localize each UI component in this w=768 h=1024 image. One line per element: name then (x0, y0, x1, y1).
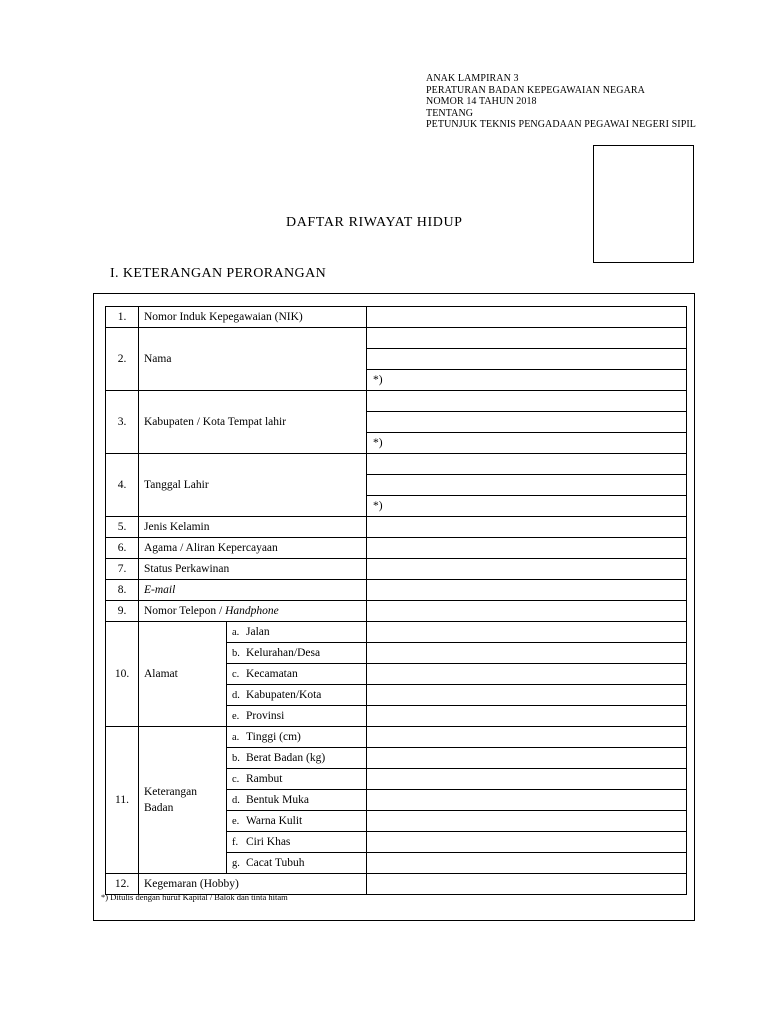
row-label: Agama / Aliran Kepercayaan (139, 538, 367, 559)
row-label-italic: Handphone (225, 604, 279, 617)
row-label: Jenis Kelamin (139, 517, 367, 538)
table-row (106, 517, 687, 538)
name-field[interactable] (367, 328, 687, 349)
header-line: NOMOR 14 TAHUN 2018 (426, 96, 537, 108)
name-field[interactable] (367, 349, 687, 370)
disability-field[interactable] (367, 853, 687, 874)
footnote: *) Ditulis dengan huruf Kapital / Balok dan tinta hitam (101, 892, 288, 902)
province-field[interactable] (367, 706, 687, 727)
body-sub-label (227, 769, 367, 790)
photo-box (593, 145, 694, 263)
table-row (106, 622, 687, 643)
row-label: Alamat (139, 622, 227, 727)
row-number: 4. (106, 454, 139, 517)
sub-letter: e. (232, 815, 240, 827)
table-row (106, 538, 687, 559)
birthplace-field[interactable] (367, 412, 687, 433)
sub-letter: d. (232, 689, 240, 701)
row-label: Kegemaran (Hobby) (139, 874, 367, 895)
row-number: 5. (106, 517, 139, 538)
row-label: E-mail (139, 580, 367, 601)
row-label-line: Badan (144, 802, 174, 814)
gender-field[interactable] (367, 517, 687, 538)
birthdate-field[interactable] (367, 454, 687, 475)
birthplace-note-field[interactable]: *) (367, 433, 687, 454)
row-label: Tanggal Lahir (139, 454, 367, 517)
sub-letter: d. (232, 794, 240, 806)
body-sub-label (227, 727, 367, 748)
address-sub-label (227, 685, 367, 706)
table-row (106, 391, 687, 412)
table-row (106, 727, 687, 748)
header-line: ANAK LAMPIRAN 3 (426, 73, 519, 84)
birthplace-field[interactable] (367, 391, 687, 412)
sub-label: Warna Kulit (246, 814, 303, 827)
row-label: Nomor Induk Kepegawaian (NIK) (139, 307, 367, 328)
sub-label: Kecamatan (246, 667, 298, 680)
birthdate-note-field[interactable]: *) (367, 496, 687, 517)
row-label-line: Keterangan (144, 786, 197, 798)
nik-field[interactable] (367, 307, 687, 328)
address-sub-label (227, 706, 367, 727)
body-sub-label (227, 853, 367, 874)
sub-label: Ciri Khas (246, 835, 291, 848)
body-sub-label (227, 832, 367, 853)
sub-letter: c. (232, 773, 240, 785)
address-sub-label (227, 622, 367, 643)
row-number: 7. (106, 559, 139, 580)
row-number: 6. (106, 538, 139, 559)
skin-color-field[interactable] (367, 811, 687, 832)
sub-label: Rambut (246, 772, 283, 785)
sub-label: Provinsi (246, 709, 285, 722)
marital-status-field[interactable] (367, 559, 687, 580)
sub-label: Tinggi (cm) (246, 730, 301, 743)
height-field[interactable] (367, 727, 687, 748)
table-row (106, 601, 687, 622)
sub-label: Bentuk Muka (246, 793, 309, 806)
row-number: 11. (106, 727, 139, 874)
sub-letter: a. (232, 731, 240, 743)
religion-field[interactable] (367, 538, 687, 559)
sub-label: Kelurahan/Desa (246, 646, 321, 659)
row-label: Nama (139, 328, 367, 391)
sub-letter: e. (232, 710, 240, 722)
body-sub-label (227, 811, 367, 832)
face-shape-field[interactable] (367, 790, 687, 811)
district-field[interactable] (367, 664, 687, 685)
street-field[interactable] (367, 622, 687, 643)
regency-field[interactable] (367, 685, 687, 706)
row-number: 1. (106, 307, 139, 328)
sub-letter: c. (232, 668, 240, 680)
address-sub-label (227, 643, 367, 664)
table-row (106, 580, 687, 601)
birthdate-field[interactable] (367, 475, 687, 496)
sub-label: Jalan (246, 625, 270, 638)
row-label (139, 727, 227, 874)
distinct-mark-field[interactable] (367, 832, 687, 853)
sub-label: Kabupaten/Kota (246, 688, 322, 701)
village-field[interactable] (367, 643, 687, 664)
table-row (106, 307, 687, 328)
body-sub-label (227, 790, 367, 811)
row-number: 8. (106, 580, 139, 601)
table-row (106, 328, 687, 349)
header-line: PERATURAN BADAN KEPEGAWAIAN NEGARA (426, 84, 645, 96)
sub-label: Cacat Tubuh (246, 856, 305, 869)
header-block (426, 73, 696, 131)
row-label: Status Perkawinan (139, 559, 367, 580)
sub-letter: a. (232, 626, 240, 638)
email-field[interactable] (367, 580, 687, 601)
row-number: 9. (106, 601, 139, 622)
section-title: I. KETERANGAN PERORANGAN (110, 266, 327, 281)
sub-label: Berat Badan (kg) (246, 751, 326, 764)
header-line: PETUNJUK TEKNIS PENGADAAN PEGAWAI NEGERI SIPIL (426, 119, 696, 131)
sub-letter: f. (232, 836, 239, 848)
table-row (106, 559, 687, 580)
row-label-text: Nomor Telepon / (144, 604, 226, 617)
weight-field[interactable] (367, 748, 687, 769)
hair-field[interactable] (367, 769, 687, 790)
sub-letter: g. (232, 857, 240, 869)
name-note-field[interactable]: *) (367, 370, 687, 391)
row-number: 2. (106, 328, 139, 391)
row-number: 12. (106, 874, 139, 895)
row-label (139, 601, 367, 622)
table-row (106, 454, 687, 475)
sub-letter: b. (232, 752, 240, 764)
phone-field[interactable] (367, 601, 687, 622)
row-number: 3. (106, 391, 139, 454)
hobby-field[interactable] (367, 874, 687, 895)
personal-info-table (105, 306, 687, 895)
row-label: Kabupaten / Kota Tempat lahir (139, 391, 367, 454)
body-sub-label (227, 748, 367, 769)
address-sub-label (227, 664, 367, 685)
sub-letter: b. (232, 647, 240, 659)
row-number: 10. (106, 622, 139, 727)
document-title: DAFTAR RIWAYAT HIDUP (286, 215, 463, 230)
header-line: TENTANG (426, 107, 474, 119)
